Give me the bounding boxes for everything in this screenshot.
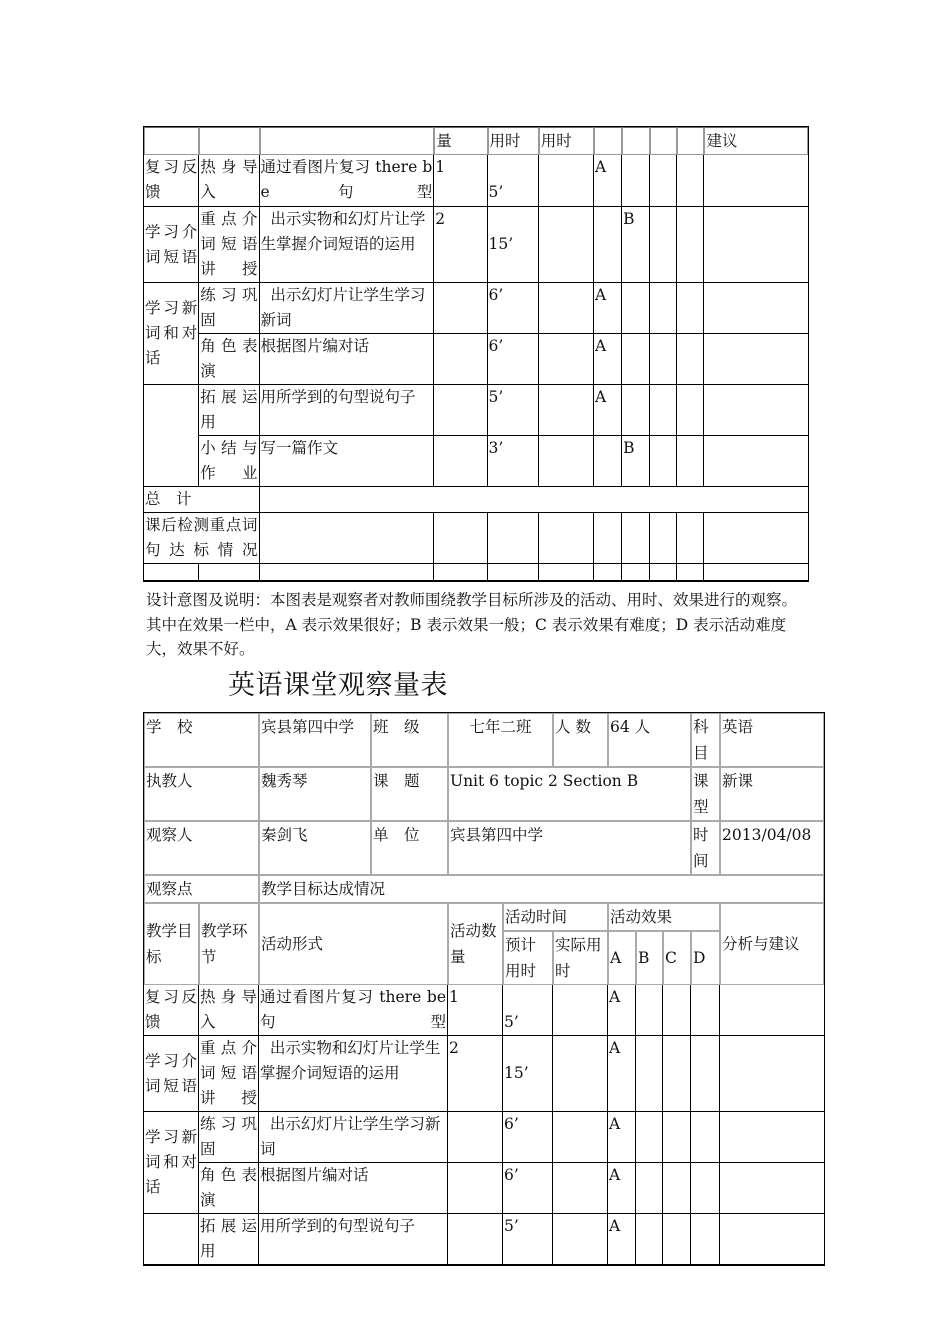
table-row xyxy=(144,1214,824,1265)
planned-cell: 3’ xyxy=(488,436,539,487)
count-cell xyxy=(434,436,487,487)
topic-value: Unit 6 topic 2 Section B xyxy=(448,767,691,821)
observation-table-continued xyxy=(143,126,809,582)
unit-value: 宾县第四中学 xyxy=(448,821,691,875)
effect-a-cell: A xyxy=(594,385,622,436)
effect-b-cell xyxy=(636,1112,663,1163)
info-row xyxy=(144,767,824,821)
goal-cell: 学习新词和对话 xyxy=(144,1112,199,1214)
activity-text: 出示实物和幻灯片让学生掌握介词短语的运用 xyxy=(260,210,426,253)
type-value: 新课 xyxy=(720,767,824,821)
total-row xyxy=(144,487,808,513)
effect-a-cell: A xyxy=(608,1112,636,1163)
goal-cell: 学习介词短语 xyxy=(144,207,199,283)
planned-cell: 6’ xyxy=(488,283,539,334)
effect-c-header: C xyxy=(663,931,691,985)
count-cell: 2 xyxy=(434,207,487,283)
activity-cell: 通过看图片复习 there be 句型 xyxy=(259,985,448,1036)
effect-a-cell: A xyxy=(594,155,622,207)
analysis-cell xyxy=(704,436,808,487)
point-label: 观察点 xyxy=(144,875,259,903)
effect-b-cell xyxy=(622,334,650,385)
stage-cell: 热身导入 xyxy=(199,985,259,1036)
school-value: 宾县第四中学 xyxy=(259,713,371,767)
effect-d-cell xyxy=(691,1214,720,1265)
stage-cell: 角色表演 xyxy=(199,334,259,385)
header-cell xyxy=(144,127,199,155)
effect-c-cell xyxy=(650,283,677,334)
empty-cell xyxy=(539,513,594,564)
empty-cell xyxy=(260,564,435,581)
analysis-cell xyxy=(720,1036,824,1112)
table-row xyxy=(144,985,824,1036)
actual-cell xyxy=(539,385,594,436)
effect-b-cell xyxy=(622,385,650,436)
count-cell: 1 xyxy=(434,155,487,207)
activity-text: 出示幻灯片让学生学习新词 xyxy=(260,286,426,329)
actual-time: 15’ xyxy=(504,1064,529,1082)
analysis-cell xyxy=(720,1163,824,1214)
topic-label: 课 题 xyxy=(371,767,448,821)
analysis-cell xyxy=(720,1214,824,1265)
after-class-row xyxy=(144,513,808,564)
actual-time: 5’ xyxy=(488,183,504,201)
header-cell xyxy=(650,127,677,155)
empty-cell xyxy=(594,513,622,564)
header-cell: 量 xyxy=(434,127,487,155)
effect-b-cell xyxy=(636,985,663,1036)
analysis-cell xyxy=(704,283,808,334)
effect-a-cell: A xyxy=(608,1036,636,1112)
planned-header: 预计用时 xyxy=(503,931,553,985)
empty-cell xyxy=(539,564,594,581)
table-row xyxy=(144,1163,824,1214)
empty-cell xyxy=(488,513,539,564)
stage-cell: 小结与作业 xyxy=(199,436,259,487)
total-label: 总 计 xyxy=(144,487,260,513)
teacher-label: 执教人 xyxy=(144,767,259,821)
analysis-cell xyxy=(704,207,808,283)
count-header: 活动数量 xyxy=(448,903,503,985)
activity-cell: 根据图片编对话 xyxy=(259,1163,448,1214)
planned-cell: 6’ xyxy=(503,1112,553,1163)
effect-c-cell xyxy=(650,385,677,436)
count-label: 人 数 xyxy=(553,713,608,767)
header-row xyxy=(144,903,824,931)
effect-c-cell xyxy=(650,155,677,207)
effect-a-cell: A xyxy=(608,1214,636,1265)
effect-b-cell xyxy=(622,283,650,334)
header-cell: 用时 xyxy=(539,127,594,155)
effect-b-header: B xyxy=(636,931,663,985)
empty-cell xyxy=(594,564,622,581)
table-row xyxy=(144,283,808,334)
effect-d-cell xyxy=(677,436,704,487)
effect-d-cell xyxy=(691,1163,720,1214)
effect-b-cell: B xyxy=(622,207,650,283)
effect-d-cell xyxy=(677,334,704,385)
effect-b-cell xyxy=(622,155,650,207)
teacher-value: 魏秀琴 xyxy=(259,767,371,821)
stage-cell: 重点介词短语讲授 xyxy=(199,1036,259,1112)
planned-cell xyxy=(488,155,539,207)
empty-cell xyxy=(677,513,704,564)
empty-cell xyxy=(144,564,199,581)
count-cell: 1 xyxy=(448,985,503,1036)
count-cell xyxy=(434,385,487,436)
activity-cell xyxy=(260,207,435,283)
effect-c-cell xyxy=(663,1112,691,1163)
actual-cell xyxy=(539,334,594,385)
stage-header: 教学环节 xyxy=(199,903,259,985)
class-label: 班 级 xyxy=(371,713,448,767)
effect-c-cell xyxy=(663,985,691,1036)
school-label: 学 校 xyxy=(144,713,259,767)
activity-cell: 用所学到的句型说句子 xyxy=(260,385,435,436)
count-cell xyxy=(434,334,487,385)
point-value: 教学目标达成情况 xyxy=(259,875,824,903)
observer-value: 秦剑飞 xyxy=(259,821,371,875)
goal-cell xyxy=(144,1214,199,1265)
actual-time: 5’ xyxy=(504,1013,519,1031)
table-row xyxy=(144,385,808,436)
effect-d-cell xyxy=(677,283,704,334)
stage-cell: 角色表演 xyxy=(199,1163,259,1214)
activity-text: 出示实物和幻灯片让学生掌握介词短语的运用 xyxy=(260,1039,441,1082)
effect-b-cell xyxy=(636,1214,663,1265)
table-row xyxy=(144,207,808,283)
effect-a-cell: A xyxy=(608,1163,636,1214)
analysis-cell xyxy=(704,155,808,207)
table-row xyxy=(144,1112,824,1163)
stage-cell: 练习巩固 xyxy=(199,283,259,334)
stage-cell: 热身导入 xyxy=(199,155,259,207)
effect-d-header: D xyxy=(691,931,720,985)
total-value xyxy=(260,487,809,513)
english-classroom-observation-table xyxy=(143,712,825,1266)
actual-cell xyxy=(539,283,594,334)
time-header: 活动时间 xyxy=(503,903,608,931)
effect-d-cell xyxy=(677,155,704,207)
actual-cell xyxy=(539,155,594,207)
analysis-cell xyxy=(704,334,808,385)
empty-cell xyxy=(704,564,808,581)
analysis-cell xyxy=(720,1112,824,1163)
effect-a-cell xyxy=(594,207,622,283)
count-cell xyxy=(448,1214,503,1265)
header-cell xyxy=(594,127,622,155)
actual-cell xyxy=(553,1036,608,1112)
activity-cell: 用所学到的句型说句子 xyxy=(259,1214,448,1265)
activity-cell xyxy=(260,283,435,334)
empty-cell xyxy=(622,564,650,581)
empty-cell xyxy=(650,513,677,564)
actual-cell xyxy=(553,1163,608,1214)
planned-cell: 6’ xyxy=(503,1163,553,1214)
planned-cell xyxy=(488,207,539,283)
goal-cell: 学习新词和对话 xyxy=(144,283,199,385)
header-cell: 建议 xyxy=(704,127,808,155)
goal-cell: 学习介词短语 xyxy=(144,1036,199,1112)
activity-cell xyxy=(259,1112,448,1163)
form-header: 活动形式 xyxy=(259,903,448,985)
time-value: 2013/04/08 xyxy=(720,821,824,875)
empty-cell xyxy=(677,564,704,581)
design-explanation: 设计意图及说明：本图表是观察者对教师围绕教学目标所涉及的活动、用时、效果进行的观察。其中在效果一栏中，A 表示效果很好；B 表示效果一般；C 表示效果有难度；D 表示活动难度大，效果不好。 xyxy=(146,591,798,658)
table-row xyxy=(144,436,808,487)
table-row xyxy=(144,334,808,385)
empty-cell xyxy=(650,564,677,581)
count-value: 64 人 xyxy=(608,713,691,767)
stage-cell: 练习巩固 xyxy=(199,1112,259,1163)
activity-text: 出示幻灯片让学生学习新词 xyxy=(260,1115,441,1158)
actual-cell xyxy=(539,207,594,283)
actual-time: 15’ xyxy=(488,235,514,253)
unit-label: 单 位 xyxy=(371,821,448,875)
after-class-label: 课后检测重点词句达标情况 xyxy=(144,513,260,564)
goal-cell xyxy=(144,385,199,487)
count-cell xyxy=(448,1112,503,1163)
effect-d-cell xyxy=(677,385,704,436)
goal-cell: 复习反馈 xyxy=(144,155,199,207)
subject-label: 科 目 xyxy=(691,713,720,767)
effect-c-cell xyxy=(663,1163,691,1214)
class-value: 七年二班 xyxy=(448,713,553,767)
count-cell: 2 xyxy=(448,1036,503,1112)
stage-cell: 重点介词短语讲授 xyxy=(199,207,259,283)
activity-cell xyxy=(259,1036,448,1112)
planned-cell xyxy=(503,1036,553,1112)
empty-cell xyxy=(434,564,487,581)
info-row xyxy=(144,713,824,767)
table-row xyxy=(144,1036,824,1112)
info-row xyxy=(144,875,824,903)
effect-b-cell xyxy=(636,1036,663,1112)
info-row xyxy=(144,821,824,875)
header-cell xyxy=(260,127,435,155)
analysis-cell xyxy=(704,385,808,436)
planned-cell: 5’ xyxy=(503,1214,553,1265)
table-row xyxy=(144,155,808,207)
empty-cell xyxy=(199,564,259,581)
actual-cell xyxy=(553,1214,608,1265)
empty-cell xyxy=(622,513,650,564)
subject-value: 英语 xyxy=(720,713,824,767)
time-label: 时 间 xyxy=(691,821,720,875)
header-cell: 用时 xyxy=(488,127,539,155)
planned-cell: 5’ xyxy=(488,385,539,436)
observer-label: 观察人 xyxy=(144,821,259,875)
analysis-cell xyxy=(720,985,824,1036)
empty-cell xyxy=(704,513,808,564)
activity-cell: 写一篇作文 xyxy=(260,436,435,487)
type-label: 课 型 xyxy=(691,767,720,821)
actual-header: 实际用时 xyxy=(553,931,608,985)
actual-cell xyxy=(553,1112,608,1163)
empty-cell xyxy=(434,513,487,564)
empty-cell xyxy=(488,564,539,581)
effect-d-cell xyxy=(691,985,720,1036)
analysis-header: 分析与建议 xyxy=(720,903,824,985)
count-cell xyxy=(434,283,487,334)
count-cell xyxy=(448,1163,503,1214)
actual-cell xyxy=(553,985,608,1036)
effect-header: 活动效果 xyxy=(608,903,720,931)
activity-cell: 通过看图片复习 there be 句型 xyxy=(260,155,435,207)
effect-c-cell xyxy=(663,1036,691,1112)
effect-a-cell: A xyxy=(594,334,622,385)
planned-cell: 6’ xyxy=(488,334,539,385)
activity-cell: 根据图片编对话 xyxy=(260,334,435,385)
page-title: 英语课堂观察量表 xyxy=(228,670,448,701)
stage-cell: 拓展运用 xyxy=(199,385,259,436)
effect-c-cell xyxy=(650,334,677,385)
effect-b-cell xyxy=(636,1163,663,1214)
effect-a-cell: A xyxy=(608,985,636,1036)
effect-c-cell xyxy=(650,207,677,283)
effect-d-cell xyxy=(691,1112,720,1163)
actual-cell xyxy=(539,436,594,487)
empty-cell xyxy=(260,513,435,564)
planned-cell xyxy=(503,985,553,1036)
header-cell xyxy=(677,127,704,155)
effect-c-cell xyxy=(650,436,677,487)
effect-a-cell: A xyxy=(594,283,622,334)
header-cell xyxy=(622,127,650,155)
goal-cell: 复习反馈 xyxy=(144,985,199,1036)
stage-cell: 拓展运用 xyxy=(199,1214,259,1265)
effect-a-header: A xyxy=(608,931,636,985)
goal-header: 教学目标 xyxy=(144,903,199,985)
bottom-strip-row xyxy=(144,564,808,581)
header-cell xyxy=(199,127,259,155)
effect-b-cell: B xyxy=(622,436,650,487)
effect-a-cell xyxy=(594,436,622,487)
effect-c-cell xyxy=(663,1214,691,1265)
effect-d-cell xyxy=(691,1036,720,1112)
effect-d-cell xyxy=(677,207,704,283)
table1-header-row xyxy=(144,127,808,155)
